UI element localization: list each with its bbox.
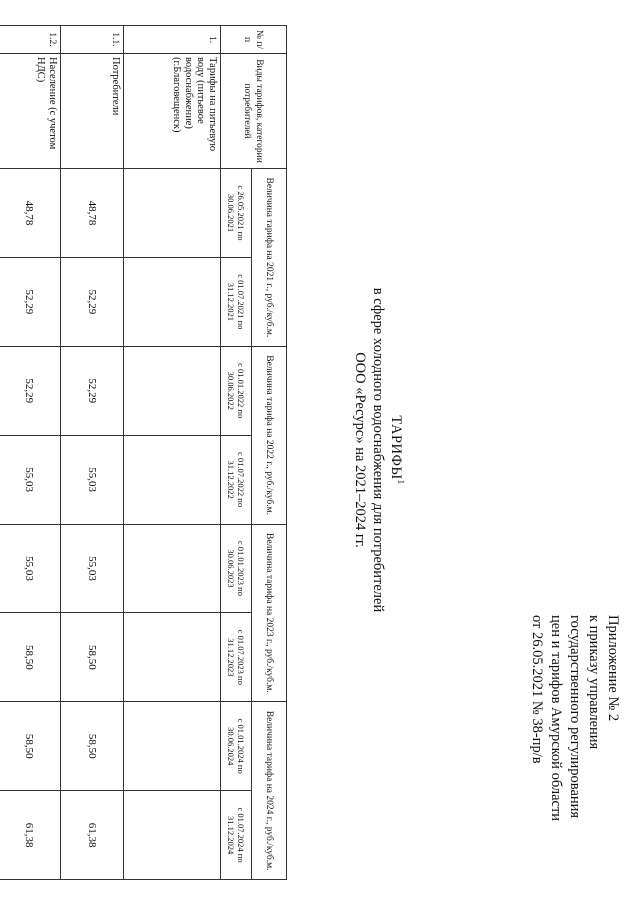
tariff-value <box>124 702 221 791</box>
header-num: № п/п <box>221 26 287 54</box>
title-line-3: ООО «Ресурс» на 2021–2024 гг. <box>352 352 369 548</box>
appendix-line: цен и тарифов Амурской области <box>548 615 564 822</box>
row-name: Население (с учетом НДС) <box>0 54 61 169</box>
header-year-2024: Величина тарифа на 2024 г., руб./куб.м. <box>252 702 287 880</box>
tariff-value: 58,50 <box>0 702 61 791</box>
tariff-value <box>124 791 221 880</box>
header-period: с 01.01.2024 по 30.06.2024 <box>221 702 252 791</box>
tariff-value: 55,03 <box>0 435 61 524</box>
tariff-value: 48,78 <box>0 169 61 258</box>
tariff-table <box>0 25 287 880</box>
row-index: 1. <box>124 26 221 54</box>
header-year-2023: Величина тарифа на 2023 г., руб./куб.м. <box>252 524 287 702</box>
row-name: Потребители <box>61 54 124 169</box>
row-name: Тарифы на питьевую воду (питьевое водоснабжение) (г.Благовещенск) <box>124 54 221 169</box>
title-main: ТАРИФЫ <box>388 415 405 480</box>
appendix-header <box>527 615 622 885</box>
title-footnote-mark: 1 <box>396 479 406 485</box>
tariff-value: 52,29 <box>0 257 61 346</box>
tariff-value <box>124 524 221 613</box>
tariff-value <box>124 435 221 524</box>
header-row-years <box>252 26 287 880</box>
header-period: с 01.07.2023 по 31.12.2023 <box>221 613 252 702</box>
tariff-value <box>124 346 221 435</box>
header-period: с 01.01.2022 по 30.06.2022 <box>221 346 252 435</box>
tariff-value: 55,03 <box>0 524 61 613</box>
tariff-value: 52,29 <box>61 257 124 346</box>
header-period: с 01.07.2024 по 31.12.2024 <box>221 791 252 880</box>
row-index: 1.2. <box>0 26 61 54</box>
header-period: с 01.07.2021 по 31.12.2021 <box>221 257 252 346</box>
tariff-value: 55,03 <box>61 435 124 524</box>
appendix-line: Приложение № 2 <box>605 615 621 722</box>
table-row <box>0 26 61 880</box>
header-period: с 01.07.2022 по 31.12.2022 <box>221 435 252 524</box>
row-index: 1.1. <box>61 26 124 54</box>
tariff-value: 55,03 <box>61 524 124 613</box>
tariff-value: 61,38 <box>0 791 61 880</box>
appendix-line: к приказу управления <box>586 615 602 750</box>
document-title <box>351 240 410 660</box>
header-name: Виды тарифов, категории потребителей <box>221 54 287 169</box>
title-line-2: в сфере холодного водоснабжения для потребителей <box>370 287 387 613</box>
tariff-value: 48,78 <box>61 169 124 258</box>
header-year-2021: Величина тарифа на 2021 г., руб./куб.м. <box>252 169 287 347</box>
tariff-value: 58,50 <box>61 702 124 791</box>
tariff-value: 52,29 <box>0 346 61 435</box>
header-year-2022: Величина тарифа на 2022 г., руб./куб.м. <box>252 346 287 524</box>
table-row <box>61 26 124 880</box>
header-period: с 01.01.2023 по 30.06.2023 <box>221 524 252 613</box>
tariff-value <box>124 257 221 346</box>
tariff-value <box>124 613 221 702</box>
tariff-value: 58,50 <box>0 613 61 702</box>
tariff-value <box>124 169 221 258</box>
tariff-value: 58,50 <box>61 613 124 702</box>
tariff-value: 61,38 <box>61 791 124 880</box>
tariff-value: 52,29 <box>61 346 124 435</box>
appendix-line: от 26.05.2021 № 38-пр/в <box>529 615 545 764</box>
header-period: с 26.05.2021 по 30.06.2021 <box>221 169 252 258</box>
table-row <box>124 26 221 880</box>
appendix-line: государственного регулирования <box>567 615 583 819</box>
